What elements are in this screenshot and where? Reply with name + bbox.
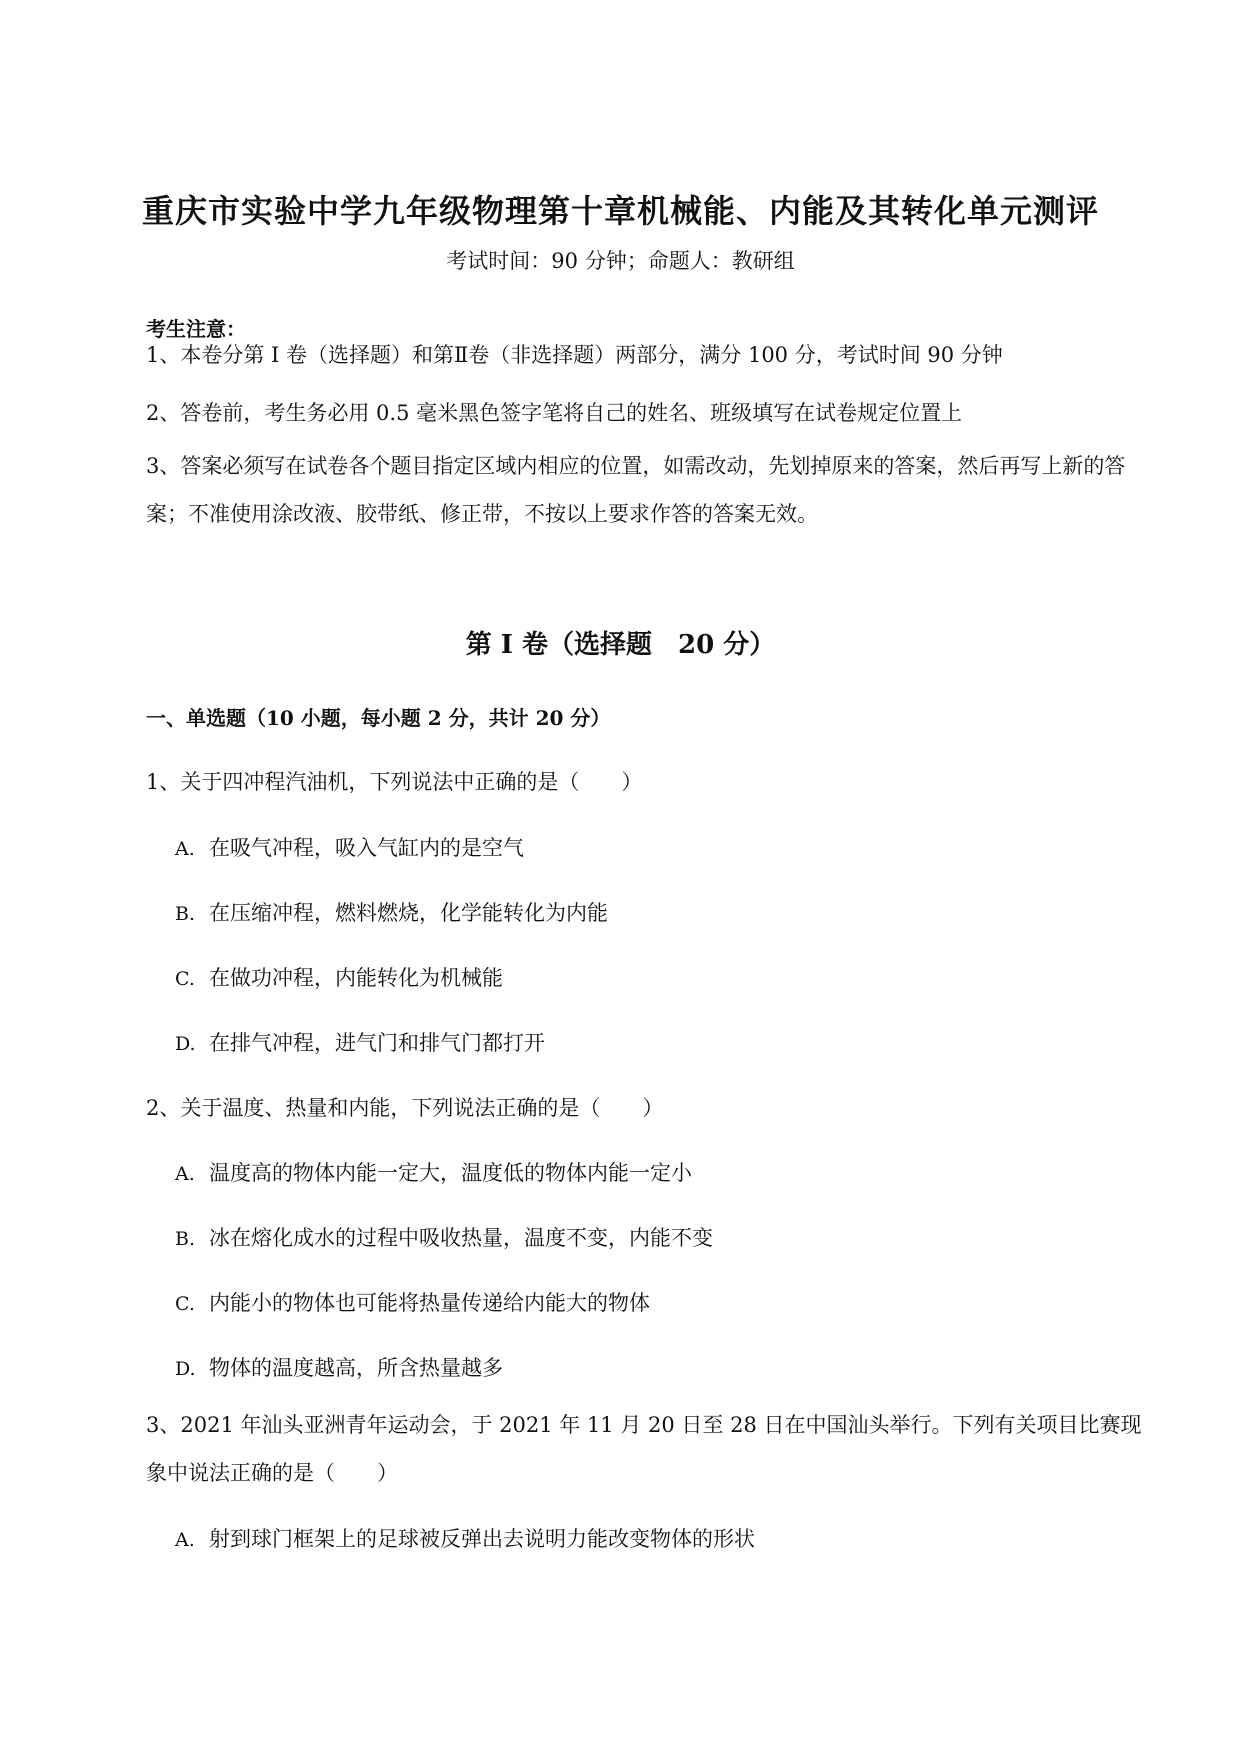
- option-text: 在压缩冲程，燃料燃烧，化学能转化为内能: [209, 901, 608, 925]
- option-letter: C.: [175, 968, 195, 990]
- option-text: 内能小的物体也可能将热量传递给内能大的物体: [209, 1291, 650, 1315]
- question-1-option-c: [175, 962, 503, 992]
- notice-heading: 考生注意：: [146, 317, 246, 341]
- option-letter: C.: [175, 1293, 195, 1315]
- option-letter: A.: [175, 838, 195, 860]
- option-text: 物体的温度越高，所含热量越多: [209, 1356, 503, 1380]
- option-text: 射到球门框架上的足球被反弹出去说明力能改变物体的形状: [209, 1527, 755, 1551]
- option-letter: A.: [175, 1529, 195, 1551]
- question-3-option-a: [175, 1523, 755, 1553]
- option-text: 冰在熔化成水的过程中吸收热量，温度不变，内能不变: [209, 1226, 713, 1250]
- question-1-option-d: [175, 1027, 545, 1057]
- option-letter: D.: [175, 1358, 196, 1380]
- exam-info: 考试时间：90 分钟；命题人：教研组: [446, 249, 795, 273]
- option-letter: A.: [175, 1163, 195, 1185]
- option-text: 温度高的物体内能一定大，温度低的物体内能一定小: [209, 1161, 692, 1185]
- option-text: 在做功冲程，内能转化为机械能: [209, 966, 503, 990]
- question-1-option-a: [175, 832, 524, 862]
- question-2-option-c: [175, 1287, 650, 1317]
- question-1-stem: 1、关于四冲程汽油机，下列说法中正确的是（ ）: [146, 770, 643, 794]
- notice-item-2: 2、答卷前，考生务必用 0.5 毫米黑色签字笔将自己的姓名、班级填写在试卷规定位置上: [146, 401, 963, 425]
- option-letter: B.: [175, 903, 196, 925]
- section-title: 第 I 卷（选择题 20 分）: [465, 630, 776, 660]
- question-3-stem: 3、2021 年汕头亚洲青年运动会，于 2021 年 11 月 20 日至 28 日在中国汕头举行。下列有关项目比赛现象中说法正确的是（ ）: [146, 1413, 1142, 1485]
- question-2-stem: 2、关于温度、热量和内能，下列说法正确的是（ ）: [146, 1096, 664, 1120]
- question-1-option-b: [175, 897, 608, 927]
- option-text: 在排气冲程，进气门和排气门都打开: [209, 1031, 545, 1055]
- page-title: 重庆市实验中学九年级物理第十章机械能、内能及其转化单元测评: [141, 192, 1099, 230]
- question-2-option-b: [175, 1222, 713, 1252]
- notice-item-1: 1、本卷分第 I 卷（选择题）和第Ⅱ卷（非选择题）两部分，满分 100 分，考试时间 90 分钟: [146, 343, 1003, 367]
- question-2-option-d: [175, 1352, 503, 1382]
- option-letter: B.: [175, 1228, 196, 1250]
- option-letter: D.: [175, 1033, 196, 1055]
- part-heading: 一、单选题（10 小题，每小题 2 分，共计 20 分）: [146, 706, 611, 730]
- notice-item-3: 3、答案必须写在试卷各个题目指定区域内相应的位置，如需改动，先划掉原来的答案，然后再写上新的答案；不准使用涂改液、胶带纸、修正带，不按以上要求作答的答案无效。: [146, 454, 1126, 526]
- question-2-option-a: [175, 1157, 692, 1187]
- option-text: 在吸气冲程，吸入气缸内的是空气: [209, 836, 524, 860]
